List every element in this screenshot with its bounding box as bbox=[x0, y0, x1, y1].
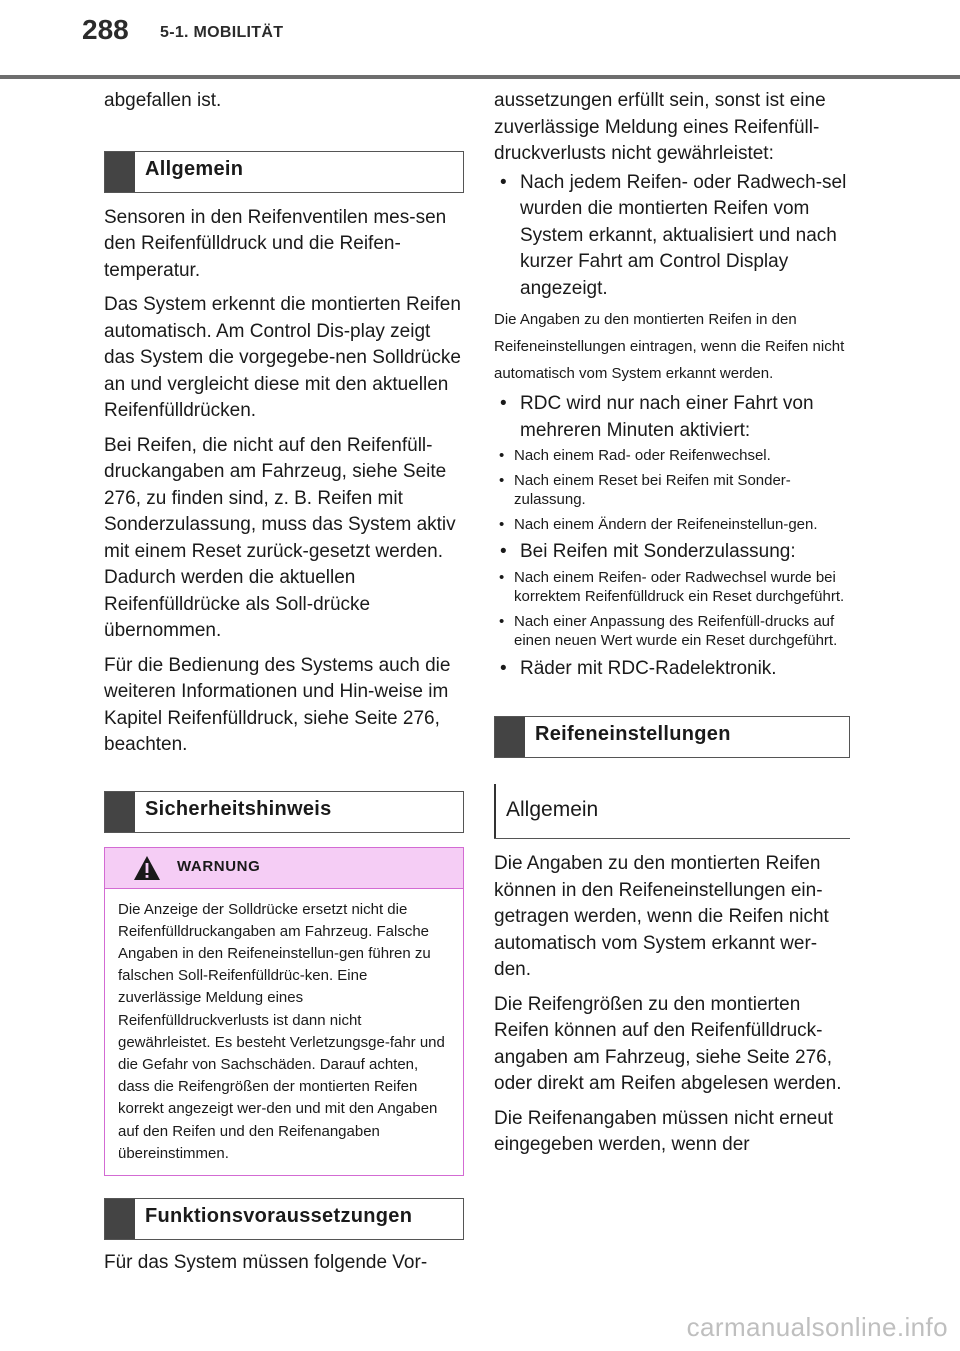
section-title: 5-1. MOBILITÄT bbox=[160, 24, 284, 41]
paragraph: Die Reifengrößen zu den montierten Reifen können auf den Reifenfülldruck-angaben am Fahrzeug, siehe Seite 276, oder direkt am Reifen abgelesen werden. bbox=[494, 993, 842, 1094]
sub-heading-bar bbox=[494, 784, 496, 838]
heading-reifeneinstellungen bbox=[494, 716, 850, 758]
list-item: • RDC wird nur nach einer Fahrt von mehreren Minuten aktiviert: bbox=[494, 391, 850, 444]
heading-sicherheitshinweis bbox=[104, 791, 464, 833]
paragraph: Die Reifenangaben müssen nicht erneut eingegeben werden, wenn der bbox=[494, 1107, 834, 1155]
warning-label: WARNUNG bbox=[177, 857, 261, 875]
page-number: 288 bbox=[82, 14, 129, 45]
list-item: • Bei Reifen mit Sonderzulassung: bbox=[494, 539, 850, 566]
paragraph: aussetzungen erfüllt sein, sonst ist eine zuverlässige Meldung eines Reifenfüll-druckverlusts nicht gewährleistet: bbox=[494, 90, 826, 164]
bullet-list bbox=[494, 656, 850, 683]
heading-label: Allgemein bbox=[145, 157, 244, 180]
sub-bullet-list bbox=[494, 446, 850, 534]
paragraph: Für das System müssen folgende Vor- bbox=[104, 1251, 428, 1273]
heading-allgemein bbox=[104, 151, 464, 193]
header-rule bbox=[0, 75, 960, 79]
warning-text: Die Anzeige der Solldrücke ersetzt nicht die Reifenfülldruckangaben am Fahrzeug. Falsche Angaben in den Reifeneinstellun-gen führen zu falschen Soll-Reifenfülldrüc-ken. Eine zuverlässige Meldung eines Reifenfülldruckverlusts ist dann nicht gewährleistet. Es besteht Verletzungsge-fahr und die Gefahr von Sachschäden. Darauf achten, dass die Reifengrößen der montierten Reifen korrekt angezeigt wer-den und mit den Angaben auf den Reifen und den Reifenangaben übereinstimmen. bbox=[118, 900, 445, 1162]
list-item: • Nach einem Reifen- oder Radwechsel wurde bei korrektem Reifenfülldruck ein Reset durchgeführt. bbox=[494, 568, 850, 607]
warning-triangle-icon bbox=[133, 855, 161, 881]
list-item: • Nach einem Ändern der Reifeneinstellun-gen. bbox=[494, 515, 850, 535]
list-item: • Nach einer Anpassung des Reifenfüll-drucks auf einen neuen Wert wurde ein Reset durchgeführt. bbox=[494, 612, 850, 651]
paragraph: Die Angaben zu den montierten Reifen können in den Reifeneinstellungen ein-getragen werden, wenn die Reifen nicht automatisch vom System erkannt wer-den. bbox=[494, 853, 829, 980]
heading-funktionsvoraussetzungen bbox=[104, 1198, 464, 1240]
warning-header bbox=[105, 848, 463, 889]
paragraph: Für die Bedienung des Systems auch die weiteren Informationen und Hin-weise im Kapitel Reifenfülldruck, siehe Seite 276, beachten. bbox=[104, 654, 451, 755]
sub-bullet-list bbox=[494, 568, 850, 651]
list-item: • Nach einem Rad- oder Reifenwechsel. bbox=[494, 446, 850, 466]
paragraph: Sensoren in den Reifenventilen mes-sen den Reifenfülldruck und die Reifen-temperatur. bbox=[104, 206, 447, 281]
right-column bbox=[494, 88, 850, 1167]
note-text: Die Angaben zu den montierten Reifen in den Reifeneinstellungen eintragen, wenn die Reifen nicht automatisch vom System erkannt werden. bbox=[494, 311, 845, 382]
list-item: • Räder mit RDC-Radelektronik. bbox=[494, 656, 850, 683]
paragraph: Das System erkennt die montierten Reifen automatisch. Am Control Dis-play zeigt das System die vorgegebe-nen Solldrücke an und vergleicht diese mit den aktuellen Reifenfülldrücken. bbox=[104, 294, 461, 421]
intro-text: abgefallen ist. bbox=[104, 90, 222, 111]
heading-bar bbox=[105, 1199, 135, 1239]
heading-label: Sicherheitshinweis bbox=[145, 797, 332, 820]
heading-bar bbox=[105, 792, 135, 832]
bullet-list bbox=[494, 170, 850, 303]
heading-label: Reifeneinstellungen bbox=[535, 723, 731, 745]
left-column bbox=[104, 88, 464, 1284]
sub-heading-allgemein bbox=[494, 784, 850, 839]
bullet-list bbox=[494, 391, 850, 444]
list-item: • Nach einem Reset bei Reifen mit Sonder-zulassung. bbox=[494, 471, 850, 510]
warning-box bbox=[104, 847, 464, 1176]
heading-label: Funktionsvoraussetzungen bbox=[145, 1204, 413, 1227]
bullet-list bbox=[494, 539, 850, 566]
sub-heading-label: Allgemein bbox=[506, 798, 599, 821]
paragraph: Bei Reifen, die nicht auf den Reifenfüll-druckangaben am Fahrzeug, siehe Seite 276, zu finden sind, z. B. Reifen mit Sonderzulassung, muss das System aktiv mit einem Reset zurück-gesetzt werden. Dadurch werden die aktuellen Reifenfülldrücke als Soll-drücke übernommen. bbox=[104, 434, 456, 641]
watermark: carmanualsonline.info bbox=[686, 1312, 948, 1342]
heading-bar bbox=[495, 717, 525, 757]
heading-bar bbox=[105, 152, 135, 192]
list-item: • Nach jedem Reifen- oder Radwech-sel wurden die montierten Reifen vom System erkannt, aktualisiert und nach kurzer Fahrt am Control Display angezeigt. bbox=[494, 170, 850, 303]
